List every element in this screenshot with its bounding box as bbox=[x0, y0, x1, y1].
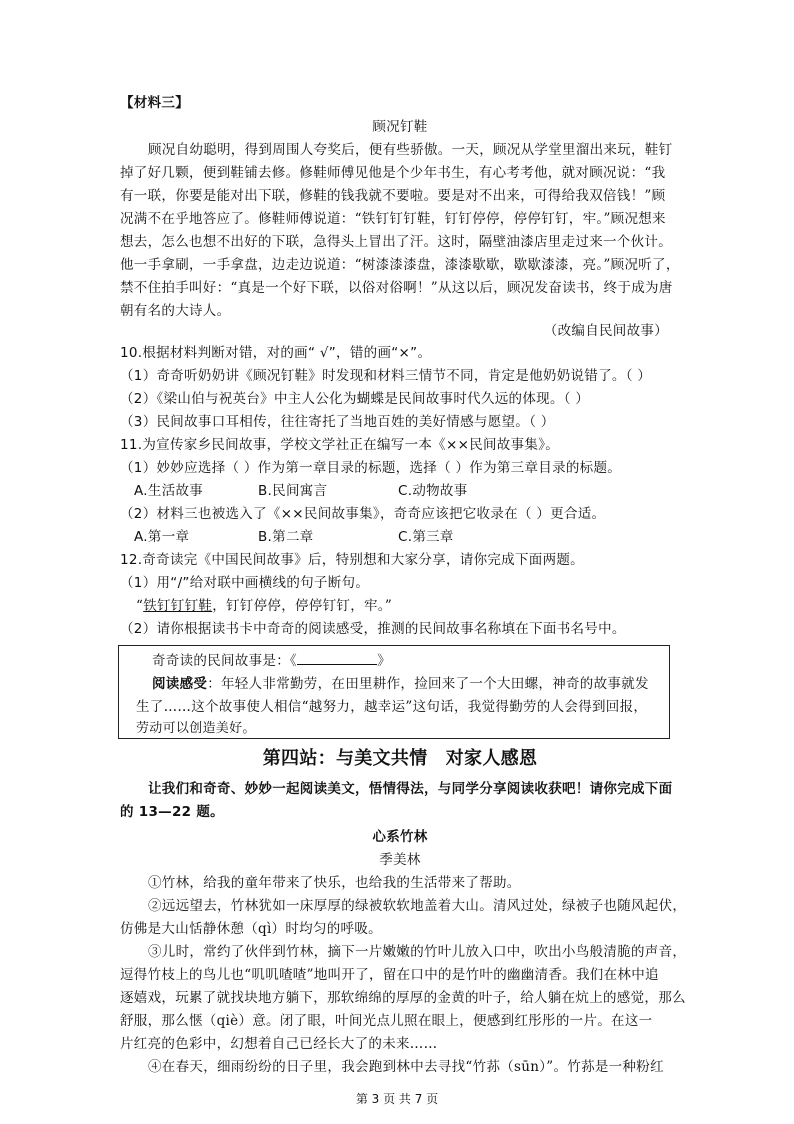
essay-line-4: ③儿时，常约了伙伴到竹林，摘下一片嫩嫩的竹叶儿放入口中，吹出小鸟般清脆的声音， bbox=[148, 944, 687, 960]
card-line-1 bbox=[136, 673, 656, 695]
q11-stem: 11.为宣传家乡民间故事，学校文学社正在编写一本《××民间故事集》。 bbox=[120, 437, 560, 453]
material-line-3: 有一联，你要是能对出下联，修鞋的钱我就不要啦。要是对不出来，可得给我双倍钱！”顾 bbox=[120, 188, 666, 204]
material-line-8: 朝有名的大诗人。 bbox=[120, 303, 231, 319]
card-line-2: 生了……这个故事使人相信“越努力，越幸运”这句话，我觉得勤劳的人会得到回报， bbox=[136, 699, 648, 715]
q11-sub-2: （2）材料三也被选入了《××民间故事集》，奇奇应该把它收录在（ ）更合适。 bbox=[120, 506, 606, 522]
material-title: 顾况钉鞋 bbox=[372, 119, 428, 135]
station-intro-1: 让我们和奇奇、妙妙一起阅读美文，悟情得法，与同学分享阅读收获吧！请你完成下面 bbox=[148, 781, 673, 797]
essay-author: 季美林 bbox=[379, 852, 421, 868]
station-title: 第四站：与美文共情 对家人感恩 bbox=[262, 748, 538, 769]
essay-line-8: 片红亮的色彩中，幻想着自己已经长大了的未来…… bbox=[120, 1036, 438, 1052]
essay-line-2: ②远远望去，竹林犹如一床厚厚的绿被软软地盖着大山。清风过处，绿被子也随风起伏， bbox=[148, 898, 687, 914]
station-intro-2: 的 13—22 题。 bbox=[120, 804, 224, 820]
q10-item-3: （3）民间故事口耳相传，往往寄托了当地百姓的美好情感与愿望。（ ） bbox=[120, 414, 555, 430]
q12-sub-1: （1）用“/”给对联中画横线的句子断句。 bbox=[120, 575, 370, 591]
essay-line-9: ④在春天，细雨纷纷的日子里，我会跑到林中去寻找“竹荪（sūn）”。竹荪是一种粉红 bbox=[148, 1059, 664, 1075]
q11-option-a: A.生活故事 bbox=[134, 483, 204, 499]
story-name-blank[interactable] bbox=[297, 650, 377, 665]
q11-chapter-a: A.第一章 bbox=[134, 529, 190, 545]
q11-chapter-b: B.第二章 bbox=[258, 529, 314, 545]
q10-item-1: （1）奇奇听奶奶讲《顾况钉鞋》时发现和材料三情节不同，肯定是他奶奶说错了。（ ） bbox=[120, 368, 652, 384]
material-line-5: 想去，怎么也想不出好的下联，急得头上冒出了汗。这时，隔壁油漆店里走过来一个伙计。 bbox=[120, 234, 672, 250]
essay-line-5: 逗得竹枝上的鸟儿也“叽叽喳喳”地叫开了，留在口中的是竹叶的幽幽清香。我们在林中追 bbox=[120, 967, 659, 983]
q12-stem: 12.奇奇读完《中国民间故事》后，特别想和大家分享，请你完成下面两题。 bbox=[120, 552, 584, 568]
q10-item-2: （2）《梁山伯与祝英台》中主人公化为蝴蝶是民间故事时代久远的体现。（ ） bbox=[120, 391, 590, 407]
material-line-7: 禁不住拍手叫好：“真是一个好下联，以俗对俗啊！”从这以后，顾况发奋读书，终于成为唐 bbox=[120, 280, 673, 296]
couplet-rest: ，钉钉停停，停停钉钉，牢。” bbox=[212, 598, 393, 614]
essay-line-3: 仿佛是大山恬静休憩（qì）时均匀的呼吸。 bbox=[120, 921, 382, 937]
material-source: （改编自民间故事） bbox=[543, 323, 668, 339]
q10-stem: 10.根据材料判断对错，对的画“ √”，错的画“×”。 bbox=[120, 345, 432, 361]
card-text-1: ：年轻人非常勤劳，在田里耕作，捡回来了一个大田螺，神奇的故事就发 bbox=[207, 676, 649, 692]
q11-option-b: B.民间寓言 bbox=[258, 483, 328, 499]
q11-sub-1: （1）妙妙应选择（ ）作为第一章目录的标题，选择（ ）作为第三章目录的标题。 bbox=[120, 460, 622, 476]
couplet-open-quote: “ bbox=[136, 598, 144, 614]
essay-line-6: 逐嬉戏，玩累了就找块地方躺下，那软绵绵的厚厚的金黄的叶子，给人躺在炕上的感觉，那么 bbox=[120, 990, 686, 1006]
material-line-6: 他一手拿刷，一手拿盘，边走边说道：“树漆漆漆盘，漆漆歇歇，歇歇漆漆，亮。”顾况听了， bbox=[120, 257, 680, 273]
material-line-1: 顾况自幼聪明，得到周围人夸奖后，便有些骄傲。一天，顾况从学堂里溜出来玩，鞋钉 bbox=[148, 142, 673, 158]
card-suffix: 》 bbox=[377, 653, 391, 669]
q11-option-c: C.动物故事 bbox=[398, 483, 468, 499]
card-prefix: 奇奇读的民间故事是：《 bbox=[152, 653, 298, 669]
card-label: 阅读感受 bbox=[152, 676, 208, 692]
essay-line-7: 舒服，那么惬（qiè）意。闭了眼，叶间光点儿照在眼上，便感到红彤彤的一片。在这一 bbox=[120, 1013, 653, 1029]
card-line-3: 劳动可以创造美好。 bbox=[136, 721, 256, 736]
essay-line-1: ①竹林，给我的童年带来了快乐，也给我的生活带来了帮助。 bbox=[148, 875, 521, 891]
q12-couplet bbox=[120, 595, 680, 617]
couplet-underlined-sentence: 铁钉钉钉鞋 bbox=[143, 598, 213, 614]
essay-title: 心系竹林 bbox=[372, 829, 428, 845]
q12-sub-2: （2）请你根据读书卡中奇奇的阅读感受，推测的民间故事名称填在下面书名号中。 bbox=[120, 621, 626, 637]
material-label: 【材料三】 bbox=[120, 95, 189, 111]
card-title-line bbox=[136, 650, 656, 672]
material-line-2: 掉了好几颗，便到鞋铺去修。修鞋师傅见他是个少年书生，有心考考他，就对顾况说：“我 bbox=[120, 165, 666, 181]
q11-chapter-c: C.第三章 bbox=[398, 529, 454, 545]
material-line-4: 况满不在乎地答应了。修鞋师傅说道：“铁钉钉钉鞋，钉钉停停，停停钉钉，牢。”顾况想来 bbox=[120, 211, 666, 227]
page-footer: 第 3 页 共 7 页 bbox=[355, 1092, 439, 1106]
